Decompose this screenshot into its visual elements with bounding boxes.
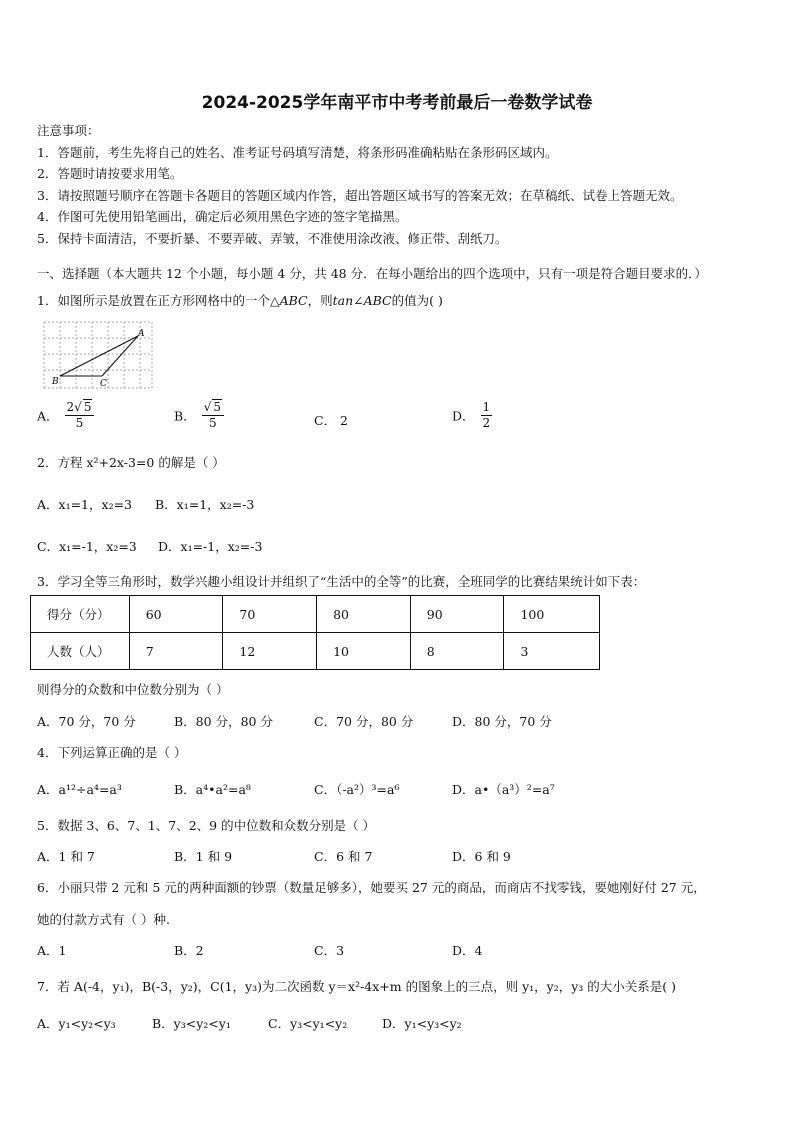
q1-math-b: tan∠ABC [332,293,392,308]
table-cell: 得分（分） [31,596,130,633]
q1-option-a-coef: 2 [66,400,75,414]
note-item: 5．保持卡面清洁，不要折暴、不要弄破、弄皱，不准使用涂改液、修正带、刮纸刀。 [37,230,508,246]
question-6-stem-line1: 6．小丽只带 2 元和 5 元的两种面额的钞票（数量足够多），她要买 27 元的商品，而商店不找零钱，要她刚好付 27 元， [37,880,706,895]
q5-option-c[interactable]: C．6 和 7 [314,849,373,864]
table-cell: 80 [317,596,411,633]
q1-math-a: △ABC [269,293,308,308]
question-1-options [37,400,757,440]
q1-option-b-den: 5 [209,416,217,430]
q1-option-a-fraction: $\frac{2√ 5}{5}$ [65,400,95,431]
section-heading: 一、选择题（本大题共 12 个小题，每小题 4 分，共 48 分．在每小题给出的四个选项中，只有一项是符合题目要求的．） [37,266,707,281]
q1-option-b-radicand: 5 [213,400,221,414]
table-cell: 90 [410,596,504,633]
q3-option-d[interactable]: D．80 分，70 分 [452,714,552,729]
q7-option-c[interactable]: C．y₃<y₁<y₂ [268,1016,348,1031]
q2-option-a[interactable]: A．x₁=1，x₂=3 [37,497,133,512]
table-row [31,596,600,633]
q4-option-a[interactable]: A．a¹²÷a⁴=a³ [37,782,122,797]
table-cell: 60 [129,596,223,633]
q7-option-a[interactable]: A．y₁<y₂<y₃ [37,1016,116,1031]
q1-option-b-label: B． [174,408,196,424]
notes-block [37,120,682,249]
q1-grid-figure [40,318,155,394]
question-2-options-row2 [37,537,757,557]
q1-option-a-radicand: 5 [83,400,92,414]
q6-option-b[interactable]: B．2 [174,943,204,958]
page-title: 2024-2025学年南平市中考考前最后一卷数学试卷 [201,93,593,113]
question-7-options [37,1014,757,1034]
q1-option-b-fraction: $\frac{√ 5}{5}$ [202,400,224,431]
question-6-stem-line2: 她的付款方式有（ ）种. [37,912,170,927]
q1-option-b[interactable] [174,400,224,431]
question-7-stem: 7．若 A(-4，y₁)，B(-3，y₂)，C(1，y₃)为二次函数 y＝x²-4x+m 的图象上的三点，则 y₁，y₂，y₃ 的大小关系是( ) [37,979,677,994]
q3-option-a[interactable]: A．70 分，70 分 [37,714,136,729]
table-row [31,633,600,670]
question-4-stem: 4．下列运算正确的是（ ） [37,745,187,760]
question-4-options [37,780,757,800]
table-cell: 12 [223,633,317,670]
q5-option-a[interactable]: A．1 和 7 [37,849,95,864]
table-cell: 7 [129,633,223,670]
question-1-stem [37,291,443,309]
q1-option-a-den: 5 [75,416,84,430]
q5-option-b[interactable]: B．1 和 9 [174,849,233,864]
table-cell: 70 [223,596,317,633]
q1-option-c[interactable]: C． 2 [314,413,348,428]
table-cell: 3 [504,633,600,670]
table-cell: 人数（人） [31,633,130,670]
question-5-stem: 5．数据 3、6、7、1、7、2、9 的中位数和众数分别是（ ） [37,818,376,833]
note-item: 3．请按照题号顺序在答题卡各题目的答题区域内作答，超出答题区域书写的答案无效；在草稿纸、试卷上答题无效。 [37,187,683,203]
q3-option-b[interactable]: B．80 分，80 分 [174,714,273,729]
q1-stem-c: 的值为( ) [391,293,443,308]
q7-option-b[interactable]: B．y₃<y₂<y₁ [152,1016,231,1031]
q1-option-a-label: A． [37,408,59,424]
vertex-label-c: C [100,379,107,389]
q6-option-a[interactable]: A．1 [37,943,67,958]
q1-stem-a: 1．如图所示是放置在正方形网格中的一个 [37,293,270,308]
score-table [30,595,600,670]
q6-option-c[interactable]: C．3 [314,943,345,958]
q1-option-d-fraction [481,400,493,431]
question-3-follow: 则得分的众数和中位数分别为（ ） [37,682,229,697]
q4-option-b[interactable]: B．a⁴•a²=a⁸ [174,782,251,797]
q2-option-c[interactable]: C．x₁=-1，x₂=3 [37,539,137,554]
q7-option-d[interactable]: D．y₁<y₃<y₂ [382,1016,462,1031]
table-cell: 8 [410,633,504,670]
q1-option-d-num: 1 [482,400,491,414]
question-2-stem: 2．方程 x²+2x-3=0 的解是（ ） [37,455,225,470]
table-cell: 100 [504,596,600,633]
q1-stem-b: ，则 [307,293,333,308]
q1-option-a[interactable] [37,400,94,431]
q3-option-c[interactable]: C．70 分，80 分 [314,714,414,729]
vertex-label-a: A [138,329,145,339]
question-6-options [37,941,757,961]
q4-option-d[interactable]: D．a•（a³）²=a⁷ [452,782,555,797]
q2-option-d[interactable]: D．x₁=-1，x₂=-3 [158,539,263,554]
question-3-stem: 3．学习全等三角形时，数学兴趣小组设计并组织了“生活中的全等”的比赛，全班同学的比赛结果统计如下表： [37,574,646,589]
table-cell: 10 [317,633,411,670]
q1-option-d-den: 2 [482,416,491,430]
note-item: 2．答题时请按要求用笔。 [37,166,183,181]
note-item: 4．作图可先使用铅笔画出，确定后必须用黑色字迹的签字笔描黑。 [37,209,408,224]
q1-option-d-label: D． [452,408,475,424]
note-item: 1．答题前，考生先将自己的姓名、准考证号码填写清楚，将条形码准确粘贴在条形码区域内。 [37,144,558,160]
notes-heading: 注意事项： [37,123,100,138]
q6-option-d[interactable]: D．4 [452,943,483,958]
question-2-options-row1 [37,495,757,515]
question-5-options [37,847,757,867]
q2-option-b[interactable]: B．x₁=1，x₂=-3 [155,497,255,512]
q4-option-c[interactable]: C．（-a²）³=a⁶ [314,782,400,797]
q1-option-d[interactable] [452,400,492,431]
q5-option-d[interactable]: D．6 和 9 [452,849,511,864]
question-3-options [37,712,757,732]
vertex-label-b: B [52,377,59,387]
